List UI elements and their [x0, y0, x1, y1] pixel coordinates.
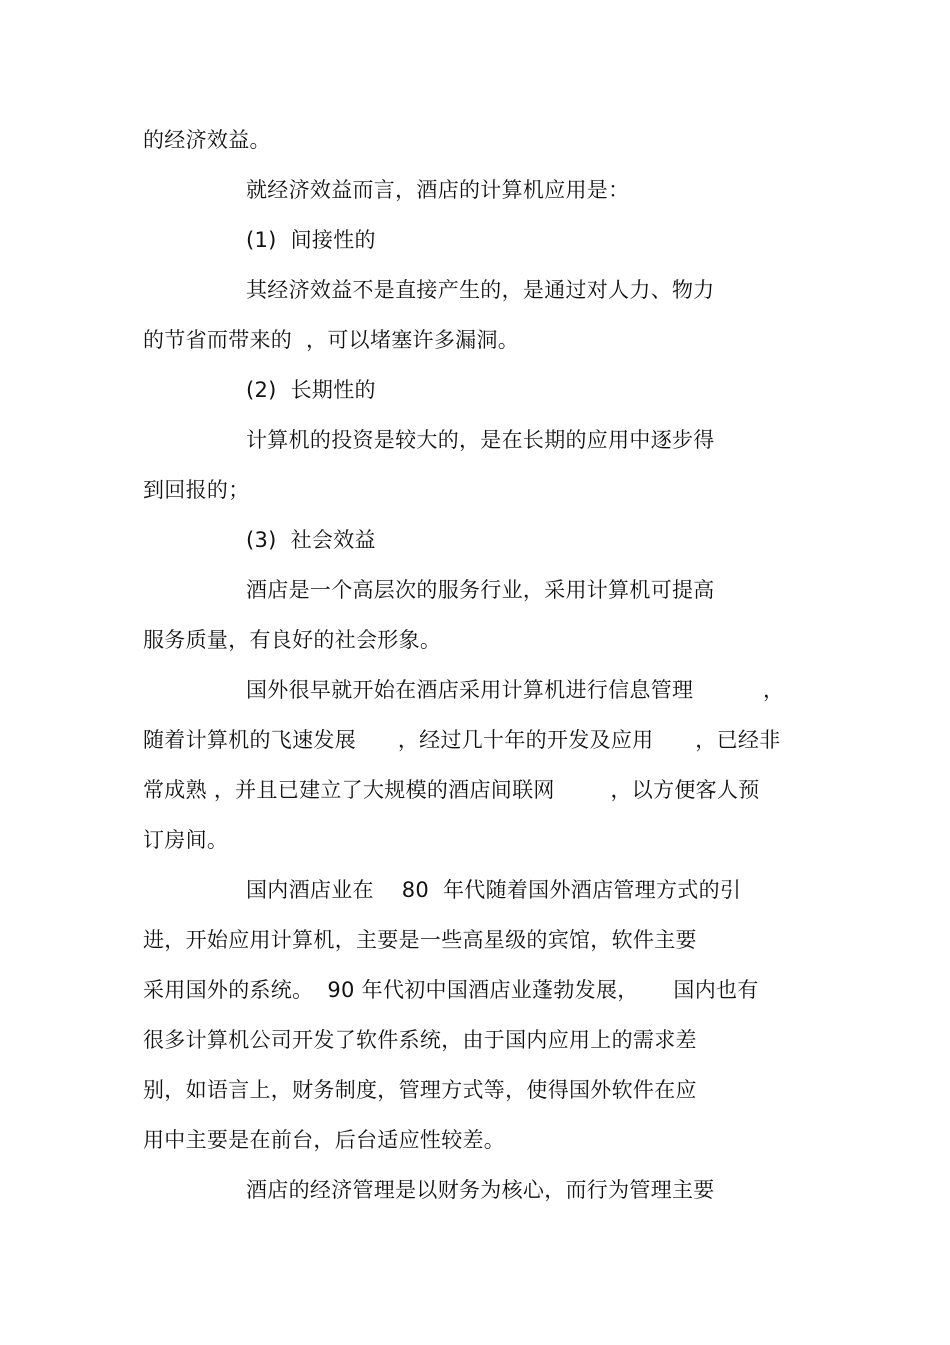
text-line: 进，开始应用计算机，主要是一些高星级的宾馆，软件主要 [143, 928, 697, 952]
text-line: 别，如语言上，财务制度，管理方式等，使得国外软件在应 [143, 1078, 697, 1102]
text-line: 到回报的； [143, 478, 250, 502]
text-line: 的经济效益。 [143, 128, 271, 152]
text-line: 服务质量，有良好的社会形象。 [143, 628, 442, 652]
text-line: 采用国外的系统。 90 年代初中国酒店业蓬勃发展， 国内也有 [143, 978, 759, 1002]
text-line: 国内酒店业在 80 年代随着国外酒店管理方式的引 [246, 878, 742, 902]
text-line: 用中主要是在前台，后台适应性较差。 [143, 1128, 506, 1152]
text-line: 很多计算机公司开发了软件系统，由于国内应用上的需求差 [143, 1028, 697, 1052]
text-line: 其经济效益不是直接产生的，是通过对人力、物力 [246, 278, 715, 302]
text-line: 酒店是一个高层次的服务行业，采用计算机可提高 [246, 578, 715, 602]
text-line: 酒店的经济管理是以财务为核心，而行为管理主要 [246, 1178, 715, 1202]
text-line: (2) 长期性的 [246, 378, 376, 402]
text-line: (3) 社会效益 [246, 528, 376, 552]
text-line: 常成熟 ，并且已建立了大规模的酒店间联网 ，以方便客人预 [143, 778, 760, 802]
text-line: 国外很早就开始在酒店采用计算机进行信息管理 ， [246, 678, 785, 702]
text-line: 的节省而带来的 ，可以堵塞许多漏洞。 [143, 328, 520, 352]
text-line: 就经济效益而言，酒店的计算机应用是： [246, 178, 630, 202]
text-line: 随着计算机的飞速发展 ，经过几十年的开发及应用 ，已经非 [143, 728, 781, 752]
text-line: 订房间。 [143, 828, 229, 852]
text-line: (1) 间接性的 [246, 228, 376, 252]
text-line: 计算机的投资是较大的，是在长期的应用中逐步得 [246, 428, 715, 452]
